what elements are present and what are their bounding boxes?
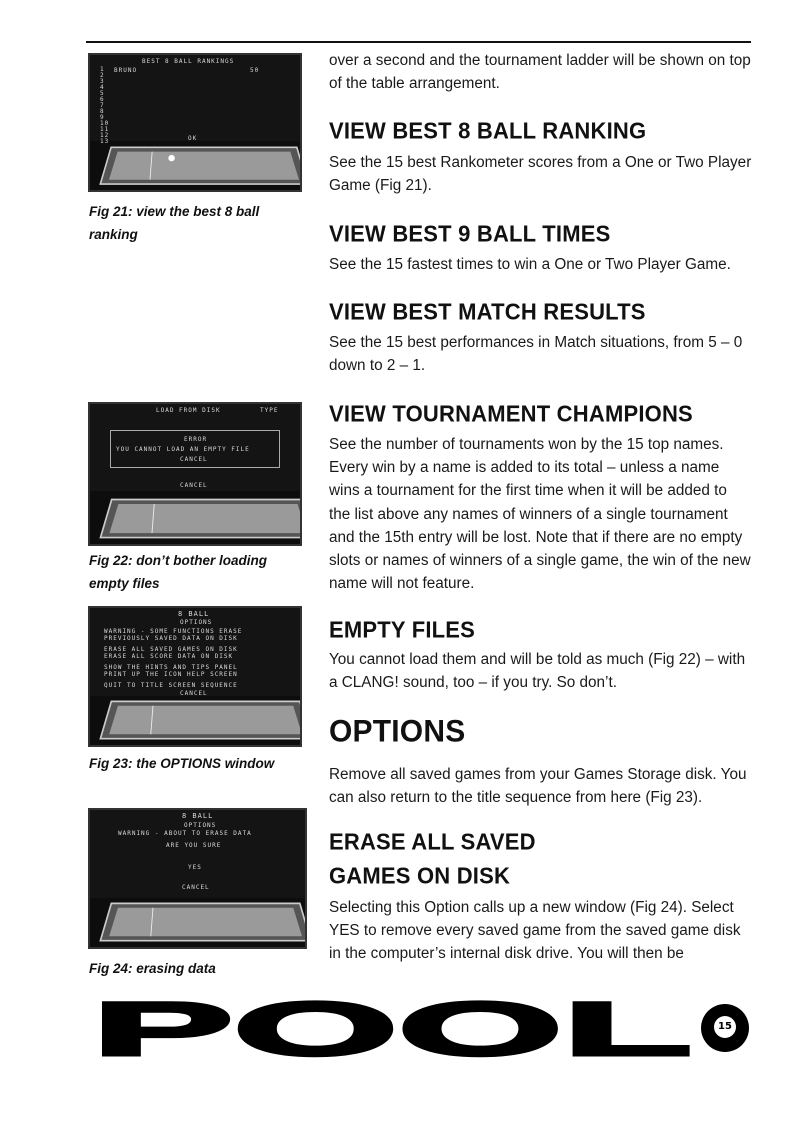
body-options: Remove all saved games from your Games Storage disk. You can also return to the title sequence from here (Fig 23).: [329, 766, 747, 807]
screen-options: OPTIONS: [184, 822, 217, 829]
cancel-button[interactable]: CANCEL: [180, 690, 208, 697]
pool-table-icon: [96, 899, 307, 943]
dialog-cancel-button[interactable]: CANCEL: [180, 456, 208, 463]
screen-cancel-button[interactable]: CANCEL: [180, 482, 208, 489]
figure-22-caption: Fig 22: don’t bother loading empty files: [89, 553, 267, 591]
body-best-8-ball: See the 15 best Rankometer scores from a One or Two Player Game (Fig 21).: [329, 154, 752, 195]
screen-title: LOAD FROM DISK: [156, 407, 221, 414]
heading-erase-line2: GAMES ON DISK: [329, 862, 511, 889]
screen-title: BEST 8 BALL RANKINGS: [142, 58, 235, 65]
pool-table-icon: [96, 495, 302, 540]
figure-24-caption: Fig 24: erasing data: [89, 961, 216, 976]
error-title: ERROR: [184, 436, 208, 443]
body-tournament-champions: See the number of tournaments won by the 15 top names. Every win by a name is added to its total – unless a name wins a tournament for the first time when it will be added to the list above any names of winners of a single tournament and the 15th entry will be lost. Note that if there are no empty slots or names of winners of a single game, the win of the new name will not feature.: [329, 436, 751, 593]
option-hints[interactable]: SHOW THE HINTS AND TIPS PANEL: [104, 664, 238, 671]
screen-ok: OK: [188, 135, 198, 142]
pool-table-icon: [96, 697, 302, 741]
heading-erase-line1: ERASE ALL SAVED: [329, 828, 536, 855]
option-erase-scores[interactable]: ERASE ALL SCORE DATA ON DISK: [104, 653, 234, 660]
body-erase: Selecting this Option calls up a new window (Fig 24). Select YES to remove every saved game from the saved game disk in the computer’s internal disk drive. You will then be: [329, 899, 741, 963]
figure-23-caption: Fig 23: the OPTIONS window: [89, 756, 275, 771]
screen-type: TYPE: [260, 407, 279, 414]
rank-numbers: 1 2 3 4 5 6 7 8 9 10 11 12 13: [100, 66, 110, 145]
warning-line: WARNING - ABOUT TO ERASE DATA: [118, 830, 252, 837]
option-quit[interactable]: QUIT TO TITLE SCREEN SEQUENCE: [104, 682, 238, 689]
page-number: 15: [714, 1016, 736, 1038]
body-match-results: See the 15 best performances in Match situations, from 5 – 0 down to 2 – 1.: [329, 334, 743, 375]
heading-options: OPTIONS: [329, 714, 466, 749]
intro-paragraph: over a second and the tournament ladder will be shown on top of the table arrangement.: [329, 52, 751, 93]
figure-21-caption: Fig 21: view the best 8 ball ranking: [89, 204, 260, 242]
option-erase-games[interactable]: ERASE ALL SAVED GAMES ON DISK: [104, 646, 238, 653]
confirm-question: ARE YOU SURE: [166, 842, 222, 849]
screen-title: 8 BALL: [182, 812, 214, 820]
option-help[interactable]: PRINT UP THE ICON HELP SCREEN: [104, 671, 238, 678]
error-message: YOU CANNOT LOAD AN EMPTY FILE: [116, 446, 250, 453]
screen-entry-score: 50: [250, 67, 260, 74]
heading-match-results: VIEW BEST MATCH RESULTS: [329, 298, 646, 325]
options-line: WARNING - SOME FUNCTIONS ERASE: [104, 628, 243, 635]
heading-best-8-ball: VIEW BEST 8 BALL RANKING: [329, 117, 647, 144]
heading-best-9-ball: VIEW BEST 9 BALL TIMES: [329, 220, 611, 247]
screen-entry-name: BRUNO: [114, 67, 138, 74]
options-line: PREVIOUSLY SAVED DATA ON DISK: [104, 635, 238, 642]
pool-logo: [92, 995, 752, 1061]
screen-title: 8 BALL: [178, 610, 210, 618]
heading-tournament-champions: VIEW TOURNAMENT CHAMPIONS: [329, 400, 693, 427]
figure-22-screenshot: [88, 402, 302, 546]
cancel-button[interactable]: CANCEL: [182, 884, 210, 891]
figure-21-screenshot: [88, 53, 302, 192]
heading-empty-files: EMPTY FILES: [329, 616, 476, 643]
top-rule: [86, 41, 751, 43]
yes-button[interactable]: YES: [188, 864, 202, 871]
body-empty-files: You cannot load them and will be told as much (Fig 22) – with a CLANG! sound, too – if you try. So don’t.: [329, 651, 746, 692]
figure-23-screenshot: [88, 606, 302, 747]
figure-24-screenshot: [88, 808, 307, 949]
screen-options: OPTIONS: [180, 619, 213, 626]
pool-logo-text: POOL: [92, 995, 692, 1061]
pool-table-icon: [96, 143, 302, 186]
body-best-9-ball: See the 15 fastest times to win a One or Two Player Game.: [329, 256, 731, 273]
